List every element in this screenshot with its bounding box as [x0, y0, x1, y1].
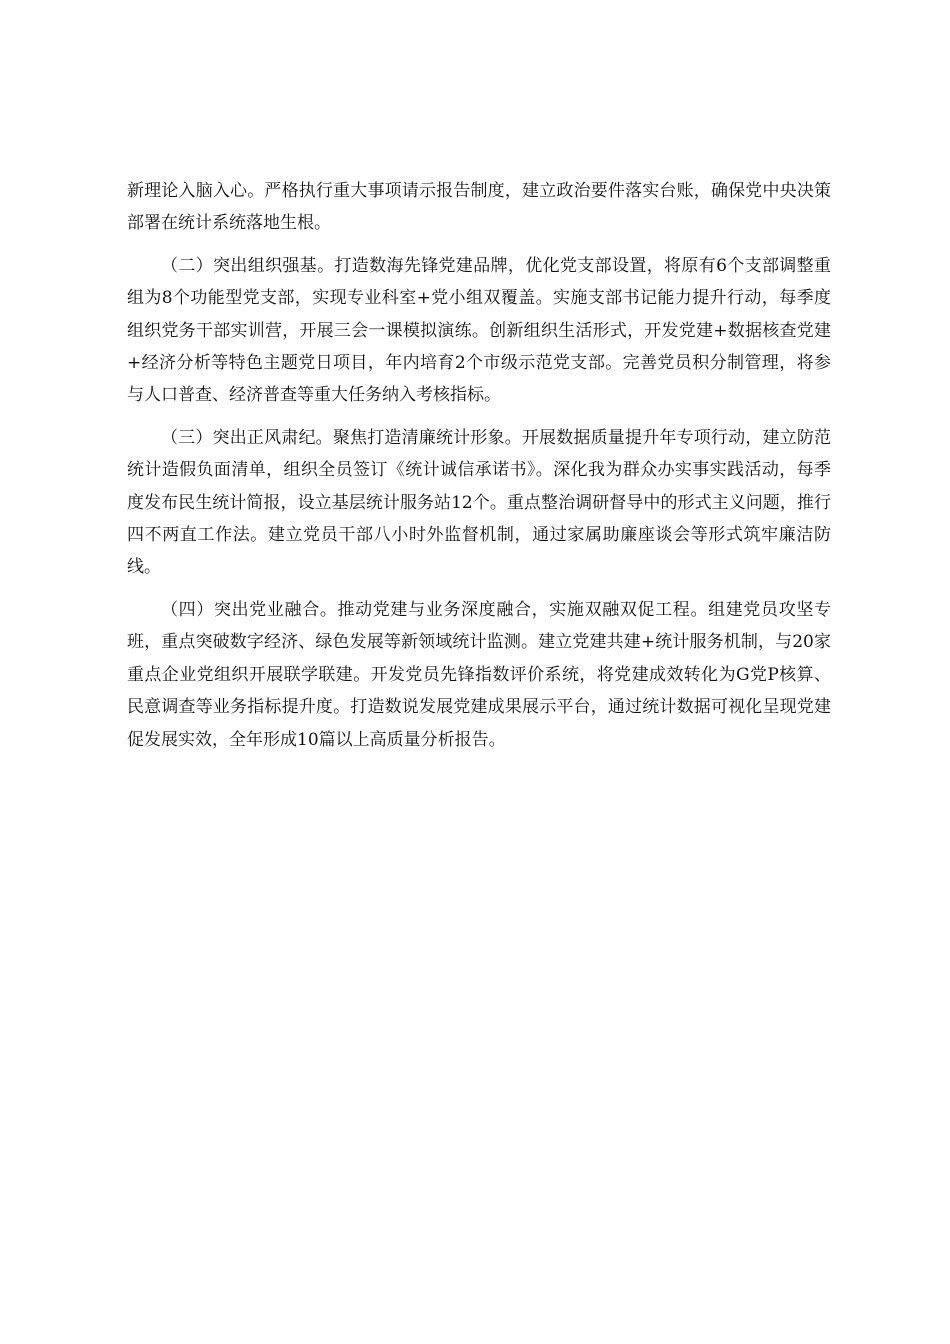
- document-body: [127, 175, 831, 766]
- paragraph-section-2: （二）突出组织强基。打造数海先锋党建品牌，优化党支部设置，将原有6个支部调整重组为8个功能型党支部，实现专业科室+党小组双覆盖。实施支部书记能力提升行动，每季度组织党务干部实训营，开展三会一课模拟演练。创新组织生活形式，开发党建+数据核查党建+经济分析等特色主题党日项目，年内培育2个市级示范党支部。完善党员积分制管理，将参与人口普查、经济普查等重大任务纳入考核指标。: [127, 255, 831, 406]
- paragraph-continuation: 新理论入脑入心。严格执行重大事项请示报告制度，建立政治要件落实台账，确保党中央决策部署在统计系统落地生根。: [127, 181, 831, 234]
- paragraph-section-4: （四）突出党业融合。推动党建与业务深度融合，实施双融双促工程。组建党员攻坚专班，重点突破数字经济、绿色发展等新领域统计监测。建立党建共建+统计服务机制，与20家重点企业党组织开展联学联建。开发党员先锋指数评价系统，将党建成效转化为G党P核算、民意调查等业务指标提升度。打造数说发展党建成果展示平台，通过统计数据可视化呈现党建促发展实效，全年形成10篇以上高质量分析报告。: [127, 599, 831, 750]
- paragraph-section-3: （三）突出正风肃纪。聚焦打造清廉统计形象。开展数据质量提升年专项行动，建立防范统计造假负面清单，组织全员签订《统计诚信承诺书》。深化我为群众办实事实践活动，每季度发布民生统计简报，设立基层统计服务站12个。重点整治调研督导中的形式主义问题，推行四不两直工作法。建立党员干部八小时外监督机制，通过家属助廉座谈会等形式筑牢廉洁防线。: [127, 427, 831, 578]
